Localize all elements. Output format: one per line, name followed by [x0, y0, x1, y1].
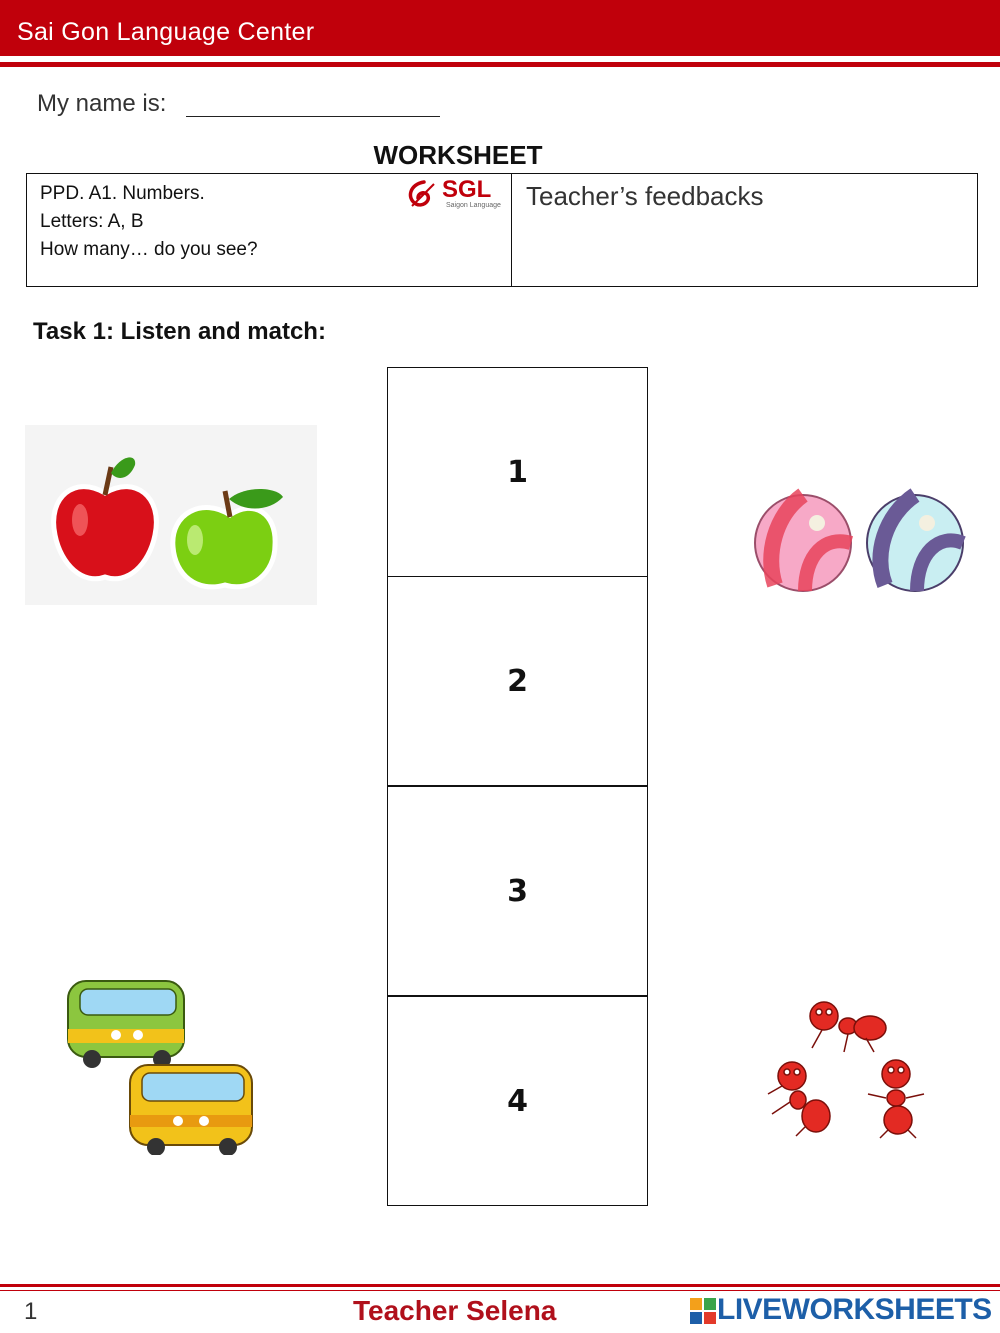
- liveworksheets-logo-text[interactable]: LIVEWORKSHEETS: [717, 1293, 992, 1326]
- ants-icon[interactable]: [762, 990, 932, 1140]
- info-line-question: How many… do you see?: [40, 239, 258, 260]
- pink-ball-icon: [755, 495, 851, 591]
- name-label: My name is:: [37, 90, 167, 117]
- info-line-letters: Letters: A, B: [40, 211, 144, 232]
- sgl-logo-text: SGL: [442, 176, 492, 203]
- sgl-logo-subtitle: Saigon Language: [446, 202, 501, 209]
- balls-icon[interactable]: [745, 485, 973, 597]
- yellow-bus-icon: [130, 1065, 252, 1155]
- footer-rule: [0, 1284, 1000, 1287]
- buses-icon[interactable]: [62, 975, 260, 1155]
- page-number: 1: [24, 1298, 38, 1325]
- worksheet-title: WORKSHEET: [373, 140, 543, 170]
- number-box-3[interactable]: 3: [387, 786, 648, 996]
- info-line-topic: PPD. A1. Numbers.: [40, 183, 205, 204]
- ant-icon-2: [768, 1062, 830, 1136]
- info-divider: [511, 173, 512, 287]
- apples-icon[interactable]: [25, 425, 317, 605]
- name-input-line[interactable]: [186, 116, 440, 117]
- header-title: Sai Gon Language Center: [17, 18, 315, 46]
- number-box-1[interactable]: 1: [387, 367, 648, 577]
- teacher-feedback-label: Teacher’s feedbacks: [526, 181, 764, 211]
- footer-rule-thin: [0, 1290, 1000, 1291]
- ant-icon-1: [810, 1002, 886, 1052]
- ant-icon-3: [868, 1060, 924, 1138]
- number-box-4[interactable]: 4: [387, 996, 648, 1206]
- number-box-2[interactable]: 2: [387, 576, 648, 786]
- liveworksheets-logo-icon: [690, 1298, 716, 1324]
- task-1-label: Task 1: Listen and match:: [33, 318, 326, 345]
- teacher-name: Teacher Selena: [353, 1295, 557, 1326]
- header-rule: [0, 62, 1000, 67]
- purple-ball-icon: [867, 495, 963, 591]
- green-bus-icon: [68, 981, 184, 1068]
